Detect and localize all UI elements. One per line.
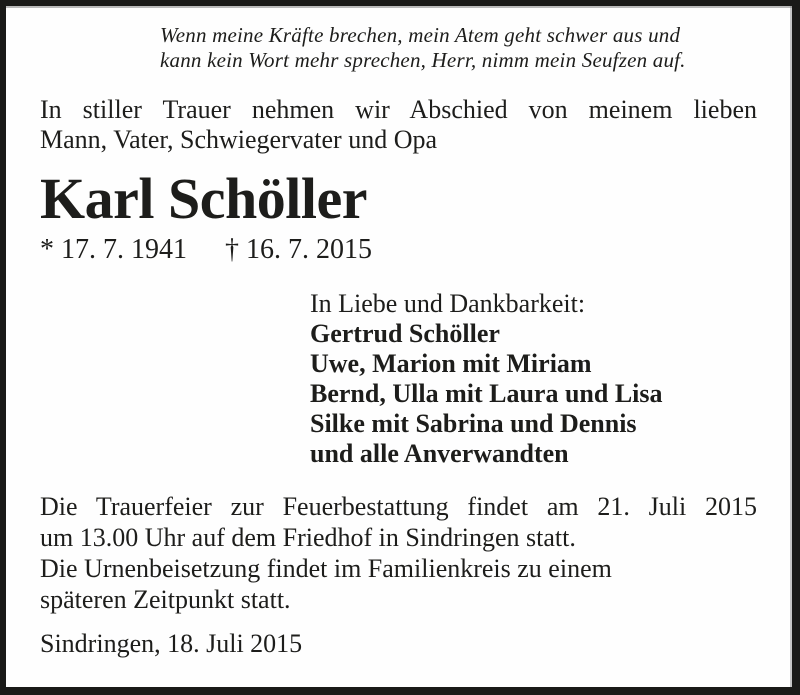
mourning-intro-line-1: In stiller Trauer nehmen wir Abschied von meinem lieben [40, 95, 757, 124]
life-dates [40, 235, 372, 265]
mourning-intro-line-2: Mann, Vater, Schwiegervater und Opa [40, 125, 438, 154]
death-date: † 16. 7. 2015 [225, 234, 372, 265]
epitaph-quote-line-2: kann kein Wort mehr sprechen, Herr, nimm mein Seufzen auf. [160, 48, 686, 72]
funeral-details-line-1: Die Trauerfeier zur Feuerbestattung findet am 21. Juli 2015 [40, 492, 757, 521]
funeral-details-line-3: Die Urnenbeisetzung findet im Familienkreis zu einem [40, 554, 612, 583]
funeral-details [40, 491, 757, 615]
funeral-details-line-2: um 13.00 Uhr auf dem Friedhof in Sindringen statt. [40, 523, 576, 552]
mourner-name: Silke mit Sabrina und Dennis [310, 409, 637, 438]
epitaph-quote-line-1: Wenn meine Kräfte brechen, mein Atem geht schwer aus und [160, 23, 681, 47]
mourning-intro [40, 95, 757, 155]
mourner-name: Bernd, Ulla mit Laura und Lisa [310, 379, 663, 408]
mourner-name: Gertrud Schöller [310, 319, 500, 348]
deceased-name: Karl Schöller [40, 166, 367, 231]
tribute-section [310, 289, 663, 469]
tribute-heading: In Liebe und Dankbarkeit: [310, 289, 586, 318]
funeral-details-line-4: späteren Zeitpunkt statt. [40, 585, 291, 614]
place-and-date: Sindringen, 18. Juli 2015 [40, 629, 303, 658]
birth-date: * 17. 7. 1941 [40, 234, 187, 265]
mourner-name: und alle Anverwandten [310, 439, 569, 468]
epitaph-quote [160, 23, 686, 73]
mourner-name: Uwe, Marion mit Miriam [310, 349, 592, 378]
